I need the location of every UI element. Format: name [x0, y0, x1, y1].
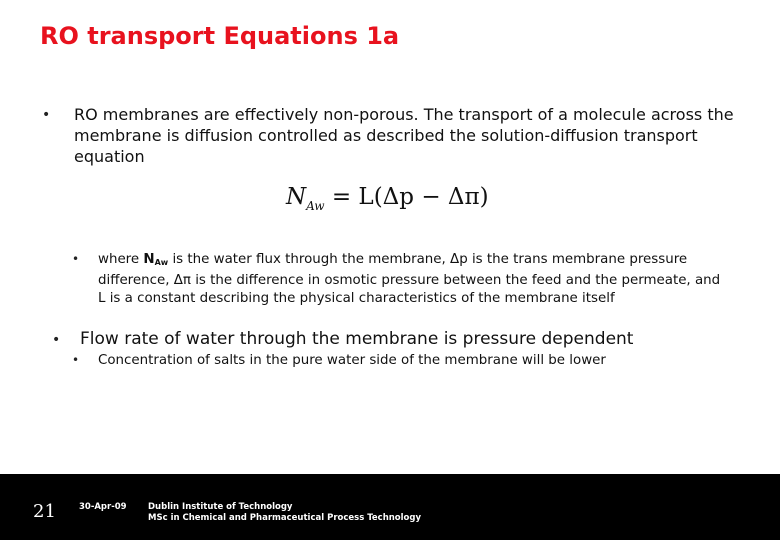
sub-bullet-text-1: [98, 251, 728, 308]
institution-line-2: MSc in Chemical and Pharmaceutical Process Technology: [148, 513, 422, 523]
equation: [286, 184, 489, 213]
sub-bullet-dot-icon: •: [72, 252, 80, 266]
slide-title: RO transport Equations 1a: [40, 22, 400, 50]
bullet-text-1: RO membranes are effectively non-porous. The transport of a molecule across the membrane is diffusion controlled as described the solution-diffusion transport equation: [74, 105, 734, 166]
bullet-dot-icon: •: [52, 332, 61, 348]
sub1-part1: where: [98, 252, 144, 267]
equation-lhs-sub: Aw: [306, 199, 325, 213]
sub-bullet-text-2: Concentration of salts in the pure water side of the membrane will be lower: [98, 353, 606, 368]
bullet-dot-icon: •: [42, 107, 51, 123]
equation-lhs-var: N: [286, 184, 307, 210]
sub1-part2: is the water flux through the membrane, Δp is the trans membrane pressure difference, Δπ is the difference in osmotic pressure between the feed and the permeate, and L is a constant describing the physical characteristics of the membrane itself: [98, 252, 721, 306]
bullet-text-2: Flow rate of water through the membrane is pressure dependent: [80, 329, 634, 349]
institution-line-1: Dublin Institute of Technology: [148, 502, 293, 512]
flux-sub: Aw: [154, 258, 169, 267]
sub-bullet-dot-icon: •: [72, 353, 80, 367]
footer-institution: [148, 502, 421, 524]
slide-number: 21: [33, 501, 56, 522]
footer-date: 30-Apr-09: [79, 502, 127, 512]
equation-rhs: = L(Δp − Δπ): [331, 184, 489, 210]
flux-symbol: N: [143, 252, 155, 267]
footer-bar: [0, 474, 780, 540]
